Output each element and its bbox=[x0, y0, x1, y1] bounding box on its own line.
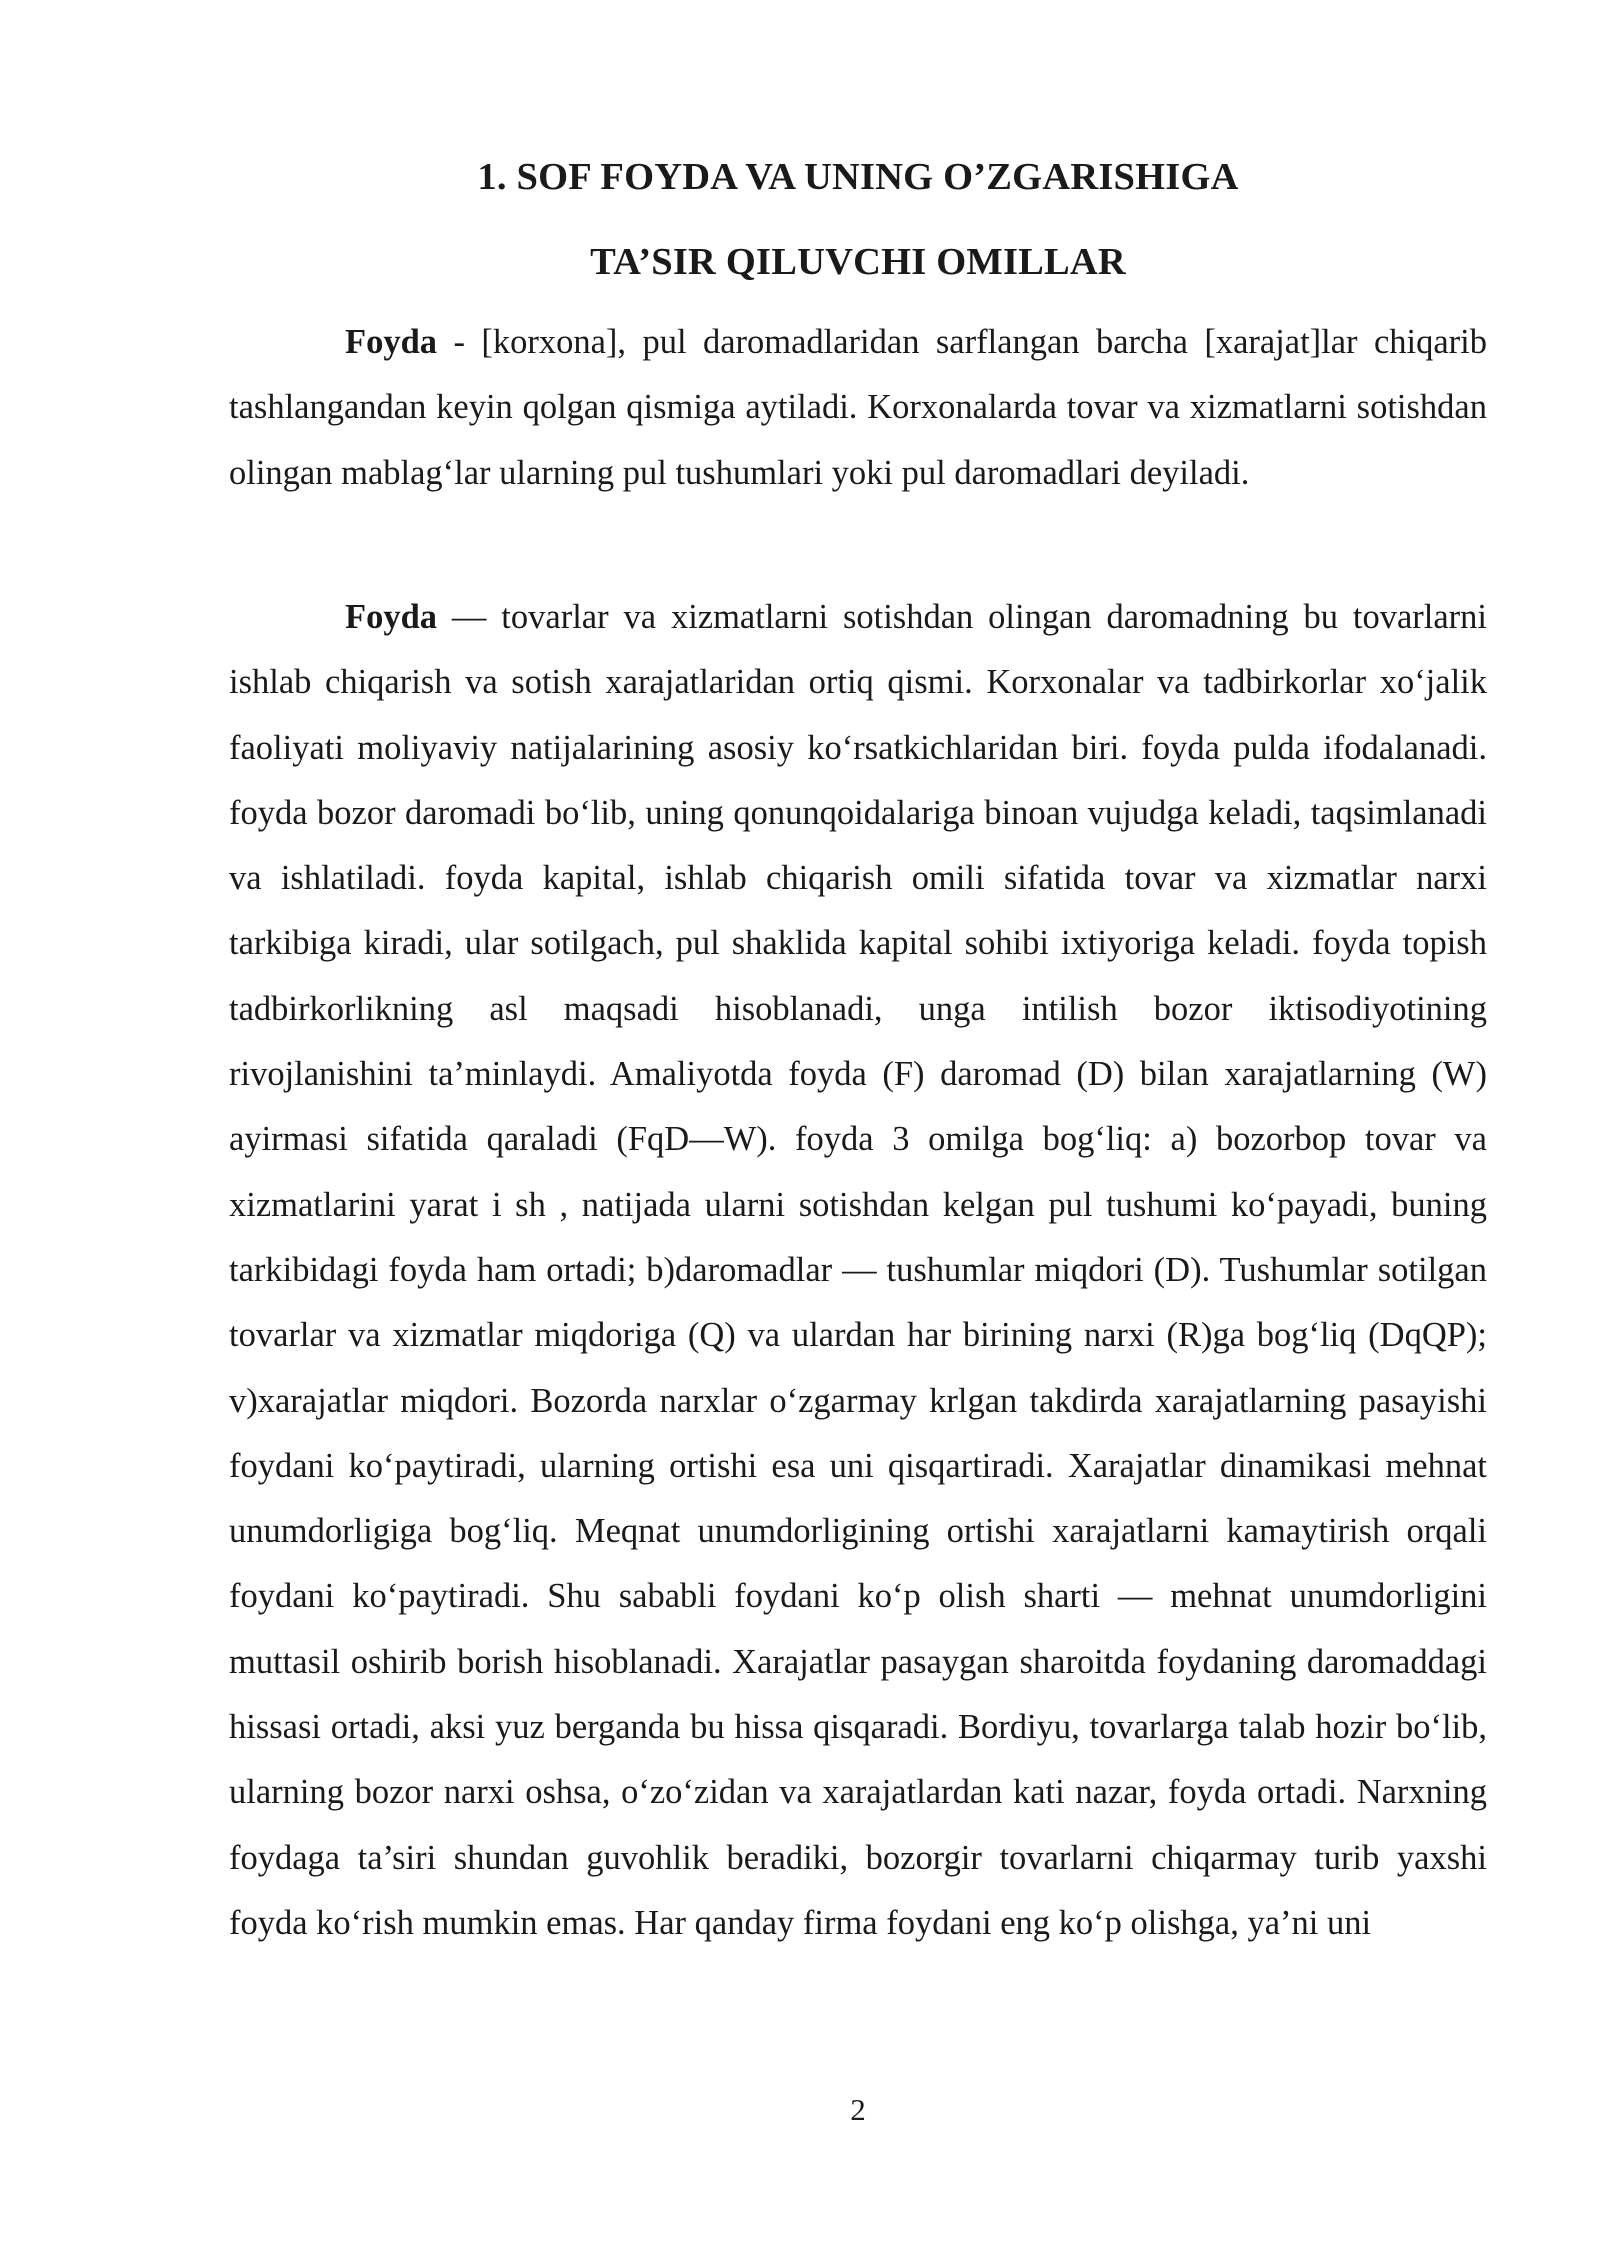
page-number: 2 bbox=[850, 2092, 866, 2127]
term-foyda: Foyda bbox=[345, 323, 438, 361]
term-foyda: Foyda bbox=[345, 598, 438, 636]
paragraph-definition-1 bbox=[229, 310, 1487, 506]
document-page bbox=[229, 0, 1487, 2262]
section-title-line-2: TA’SIR QILUVCHI OMILLAR bbox=[590, 241, 1126, 283]
paragraph-text: — tovarlar va xizmatlarni sotishdan olingan daromadning bu tovarlarni ishlab chiqarish va sotish xarajatlaridan ortiq qismi. Korxonalar va tadbirkorlar xo‘jalik faoliyati moliyaviy natijalarining asosiy ko‘rsatkichlaridan biri. foyda pulda ifodalanadi. foyda bozor daromadi bo‘lib, uning qonunqoidalariga binoan vujudga keladi, taqsimlanadi va ishlatiladi. foyda kapital, ishlab chiqarish omili sifatida tovar va xizmatlar narxi tarkibiga kiradi, ular sotilgach, pul shaklida kapital sohibi ixtiyoriga keladi. foyda topish tadbirkorlikning asl maqsadi hisoblanadi, unga intilish bozor iktisodiyotining rivojlanishini ta’minlaydi. Amaliyotda foyda (F) daromad (D) bilan xarajatlarning (W) ayirmasi sifatida qaraladi (FqD—W). foyda 3 omilga bog‘liq: a) bozorbop tovar va xizmatlarini yarat i sh , natijada ularni sotishdan kelgan pul tushumi ko‘payadi, buning tarkibidagi foyda ham ortadi; b)daromadlar — tushumlar miqdori (D). Tushumlar sotilgan tovarlar va xizmatlar miqdoriga (Q) va ulardan har birining narxi (R)ga bog‘liq (DqQP); v)xarajatlar miqdori. Bozorda narxlar o‘zgarmay krlgan takdirda xarajatlarning pasayishi foydani ko‘paytiradi, ularning ortishi esa uni qisqartiradi. Xarajatlar dinamikasi mehnat unumdorligiga bog‘liq. Meqnat unumdorligining ortishi xarajatlarni kamaytirish orqali foydani ko‘paytiradi. Shu sababli foydani ko‘p olish sharti — mehnat unumdorligini muttasil oshirib borish hisoblanadi. Xarajatlar pasaygan sharoitda foydaning daromaddagi hissasi ortadi, aksi yuz berganda bu hissa qisqaradi. Bordiyu, tovarlarga talab hozir bo‘lib, ularning bozor narxi oshsa, o‘zo‘zidan va xarajatlardan kati nazar, foyda ortadi. Narxning foydaga ta’siri shundan guvohlik beradiki, bozorgir tovarlarni chiqarmay turib yaxshi foyda ko‘rish mumkin emas. Har qanday firma foydani eng ko‘p olishga, ya’ni uni bbox=[229, 598, 1487, 1942]
paragraph-definition-2 bbox=[229, 585, 1487, 1956]
paragraph-text: - [korxona], pul daromadlaridan sarflangan barcha [xarajat]lar chiqarib tashlangandan keyin qolgan qismiga aytiladi. Korxonalarda tovar va xizmatlarni sotishdan olingan mablag‘lar ularning pul tushumlari yoki pul daromadlari deyiladi. bbox=[229, 323, 1487, 492]
section-title-line-1: 1. SOF FOYDA VA UNING O’ZGARISHIGA bbox=[477, 156, 1239, 198]
